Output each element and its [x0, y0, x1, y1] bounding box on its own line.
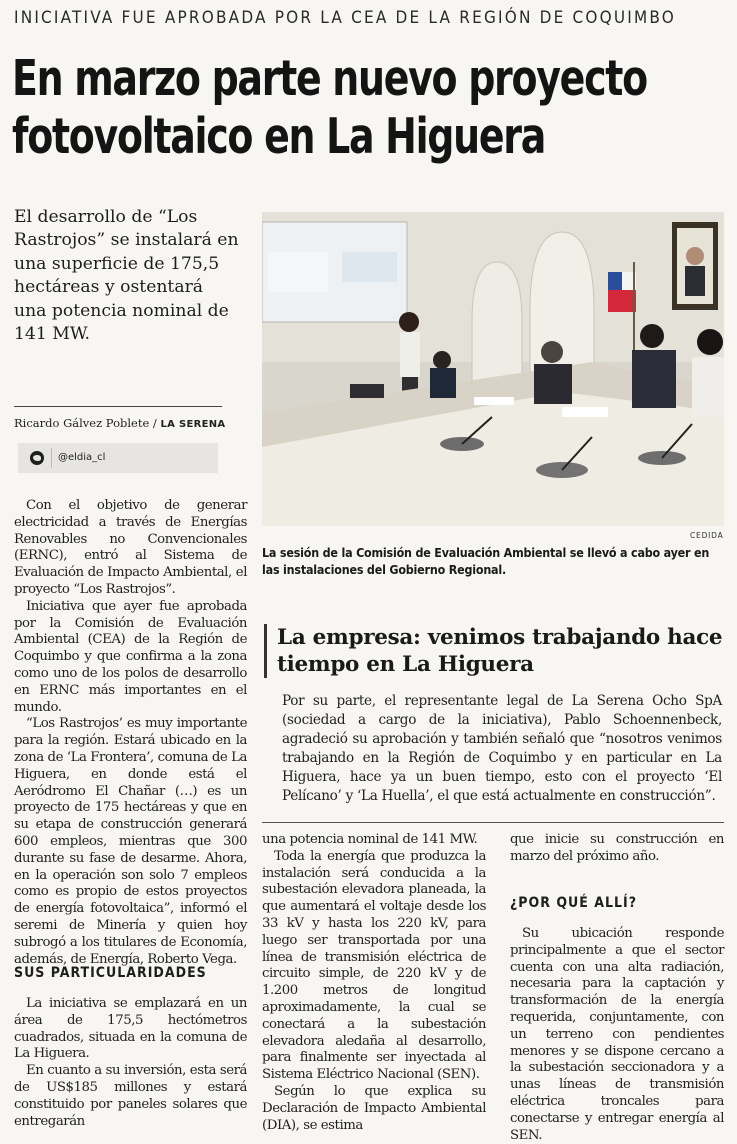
sidebar-box-title: La empresa: venimos trabajando hace tiempo en La Higuera [264, 624, 737, 678]
section-divider [262, 822, 724, 823]
paragraph: que inicie su construcción en marzo del próximo año. [510, 832, 724, 864]
sidebar-box-body: Por su parte, el representante legal de La Serena Ocho SpA (sociedad a cargo de la iniciativa), Pablo Schoennenbeck, agradeció su aprobación y también señaló que “nosotros venimos trabajando en la Región de Coquimbo y en particular en La Higuera, hace ya un buen tiempo, esto con el proyecto ‘El Pelícano’ y ‘La Huella’, el que está actualmente en construcción”. [282, 693, 722, 804]
body-column-2 [262, 832, 486, 1134]
subhead-por-que-alli: ¿POR QUÉ ALLÍ? [510, 895, 638, 911]
photo-credit: CEDIDA [690, 531, 724, 540]
paragraph: En cuanto a su inversión, esta será de US$185 millones y estará constituido por paneles solares que entregarán [14, 1063, 247, 1129]
twitter-separator [51, 448, 52, 468]
byline-box [14, 406, 226, 475]
kicker: INICIATIVA FUE APROBADA POR LA CEA DE LA REGIÓN DE COQUIMBO [14, 8, 677, 28]
twitter-bar [18, 443, 218, 473]
paragraph: una potencia nominal de 141 MW. [262, 832, 478, 847]
author-name: Ricardo Gálvez Poblete / [14, 416, 157, 430]
paragraph: Con el objetivo de generar electricidad a través de Energías Renovables no Convencionales (ERNC), entró al Sistema de Evaluación de Impacto Ambiental, el proyecto “Los Rastrojos”. [14, 498, 247, 597]
paragraph: Toda la energía que produzca la instalación será conducida a la subestación elevadora planeada, la que aumentará el voltaje desde los 33 kV y hasta los 220 kV, para luego ser transportada por una línea de transmisión eléctrica de circuito simple, de 220 kV y de 1.200 metros de longitud aproximadamente, la cual se conectará a la subestación elevadora aledaña al desarrollo, para finalmente ser inyectada al Sistema Eléctrico Nacional (SEN). [262, 848, 486, 1083]
subhead-particularidades: SUS PARTICULARIDADES [14, 965, 207, 981]
body-column-3 [510, 832, 724, 866]
meeting-photo-illustration [262, 212, 724, 526]
photo-caption: La sesión de la Comisión de Evaluación Ambiental se llevó a cabo ayer en las instalaciones del Gobierno Regional. [262, 545, 710, 577]
paragraph: La iniciativa se emplazará en un área de 175,5 hectómetros cuadrados, situada en la comuna de La Higuera. [14, 996, 247, 1062]
twitter-handle[interactable]: @eldia_cl [58, 452, 106, 463]
twitter-icon [30, 451, 44, 465]
body-column-3b [510, 926, 724, 1144]
headline: En marzo parte nuevo proyecto fotovoltaico en La Higuera [12, 50, 647, 165]
meeting-photo [262, 212, 724, 526]
body-column-1 [14, 498, 247, 968]
city: LA SERENA [160, 419, 226, 430]
paragraph: Según lo que explica su Declaración de Impacto Ambiental (DIA), se estima [262, 1083, 486, 1133]
paragraph: Su ubicación responde principalmente a que el sector cuenta con una alta radiación, necesaria para la captación y transformación de la energía requerida, conjuntamente, con un terreno con pendientes menores y se dispone cercano a la subestación seccionadora y a unas líneas de transmisión eléctrica troncales para conectarse y entregar energía al SEN. [510, 926, 724, 1143]
deck: El desarrollo de “Los Rastrojos” se instalará en una superficie de 175,5 hectáreas y ostentará una potencia nominal de 141 MW. [14, 207, 239, 345]
body-column-1b [14, 996, 247, 1130]
paragraph: Iniciativa que ayer fue aprobada por la Comisión de Evaluación Ambiental (CEA) de la Región de Coquimbo y que confirma a la zona como uno de los polos de desarrollo en ERNC más importantes en el mundo. [14, 598, 247, 715]
byline [14, 416, 225, 430]
paragraph: “Los Rastrojos’ es muy importante para la región. Estará ubicado en la zona de ‘La Frontera’, comuna de La Higuera, en donde está el Aeródromo El Chañar (…) es un proyecto de 175 hectáreas y que en su etapa de construcción generará 600 empleos, mientras que 300 durante su fase de desarme. Ahora, en la operación son solo 7 empleos como es propio de estos proyectos de energía fotovoltaica”, informó el seremi de Minería y quien hoy subrogó a los titulares de Economía, además, de Energía, Roberto Vega. [14, 716, 247, 967]
